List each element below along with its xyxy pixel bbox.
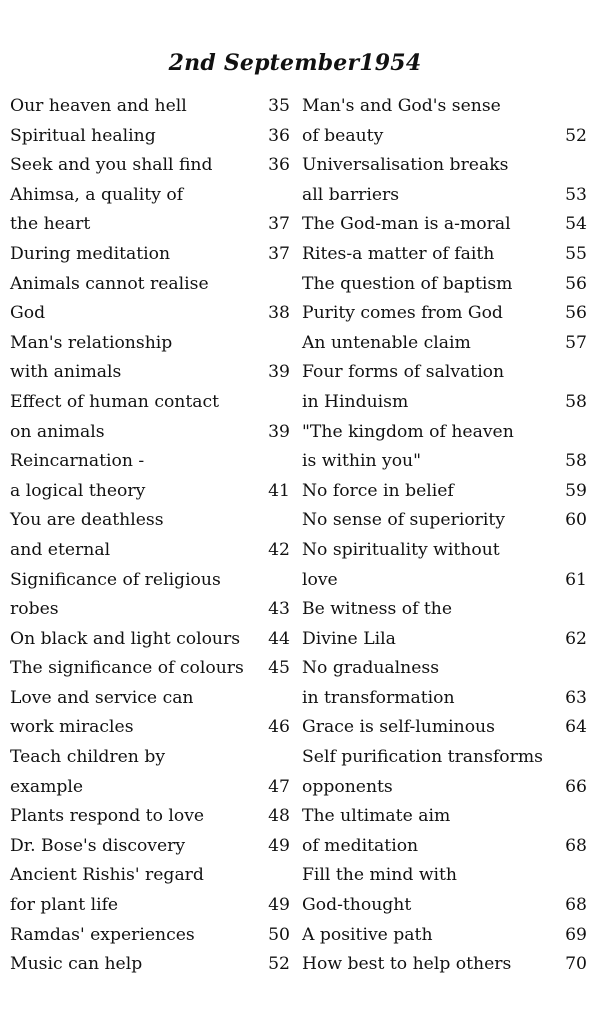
entry-title: No force in belief bbox=[302, 480, 454, 501]
entry-title: A positive path bbox=[302, 924, 433, 945]
entry-page-number: 69 bbox=[565, 924, 587, 945]
entry-title: Grace is self-luminous bbox=[302, 717, 495, 738]
entry-title: Significance of religious bbox=[10, 569, 221, 590]
contents-entry bbox=[302, 950, 587, 980]
entry-title: Be witness of the bbox=[302, 599, 453, 620]
entry-title: Divine Lila bbox=[302, 628, 396, 649]
contents-entry bbox=[302, 270, 587, 300]
entry-page-number: 38 bbox=[268, 303, 290, 324]
contents-entry bbox=[302, 388, 587, 418]
entry-page-number: 70 bbox=[565, 954, 587, 975]
contents-entry bbox=[302, 210, 587, 240]
entry-title: all barriers bbox=[302, 184, 400, 205]
entry-title: You are deathless bbox=[10, 510, 164, 531]
entry-title: Universalisation breaks bbox=[302, 155, 509, 176]
contents-entry bbox=[302, 713, 587, 743]
entry-title: Effect of human contact bbox=[10, 391, 220, 412]
entry-page-number: 54 bbox=[565, 214, 587, 235]
entry-title: in Hinduism bbox=[302, 391, 409, 412]
entry-title: Ancient Rishis' regard bbox=[10, 865, 204, 886]
entry-title: on animals bbox=[10, 421, 105, 442]
page-title: 2nd September1954 bbox=[168, 50, 422, 76]
entry-title: the heart bbox=[10, 214, 91, 235]
entry-page-number: 58 bbox=[565, 391, 587, 412]
entry-page-number: 61 bbox=[565, 569, 587, 590]
entry-page-number: 49 bbox=[268, 895, 290, 916]
entry-title: robes bbox=[10, 599, 59, 620]
entry-page-number: 63 bbox=[565, 687, 587, 708]
entry-page-number: 46 bbox=[268, 717, 290, 738]
entry-page-number: 39 bbox=[268, 362, 290, 383]
entry-title: is within you" bbox=[302, 451, 422, 472]
entry-title: Man's relationship bbox=[10, 332, 173, 353]
entry-page-number: 52 bbox=[268, 954, 290, 975]
contents-entry bbox=[10, 329, 290, 359]
entry-page-number: 36 bbox=[268, 125, 290, 146]
contents-entry bbox=[302, 536, 587, 566]
entry-page-number: 44 bbox=[268, 628, 290, 649]
entry-title: Our heaven and hell bbox=[10, 96, 187, 116]
entry-title: Music can help bbox=[10, 954, 143, 975]
entry-title: Fill the mind with bbox=[302, 865, 458, 886]
contents-entry bbox=[10, 950, 290, 980]
contents-entry bbox=[302, 625, 587, 655]
entry-title: work miracles bbox=[10, 717, 134, 738]
entry-title: of meditation bbox=[302, 835, 419, 856]
contents-entry bbox=[302, 181, 587, 211]
entry-title: The question of baptism bbox=[302, 273, 513, 294]
entry-title: Ramdas' experiences bbox=[10, 924, 195, 945]
contents-right-column bbox=[302, 92, 587, 980]
entry-title: God bbox=[10, 303, 46, 324]
contents-entry bbox=[10, 773, 290, 803]
entry-page-number: 52 bbox=[565, 125, 587, 146]
contents-entry bbox=[10, 832, 290, 862]
contents-entry bbox=[302, 151, 587, 181]
contents-entry bbox=[10, 418, 290, 448]
contents-entry bbox=[302, 921, 587, 951]
contents-entry bbox=[302, 595, 587, 625]
entry-page-number: 56 bbox=[565, 273, 587, 294]
entry-title: and eternal bbox=[10, 539, 111, 560]
contents-entry bbox=[10, 921, 290, 951]
contents-entry bbox=[302, 832, 587, 862]
contents-entry bbox=[10, 802, 290, 832]
contents-entry bbox=[302, 447, 587, 477]
entry-page-number: 57 bbox=[565, 332, 587, 353]
entry-title: The God-man is a-moral bbox=[302, 214, 511, 235]
contents-left-column bbox=[10, 92, 290, 980]
contents-entry bbox=[10, 299, 290, 329]
entry-title: On black and light colours bbox=[10, 628, 241, 649]
entry-page-number: 64 bbox=[565, 717, 587, 738]
contents-entry bbox=[10, 506, 290, 536]
entry-title: a logical theory bbox=[10, 480, 146, 501]
contents-entry bbox=[10, 684, 290, 714]
entry-title: of beauty bbox=[302, 125, 384, 146]
entry-title: No spirituality without bbox=[302, 539, 500, 560]
contents-entry bbox=[10, 743, 290, 773]
entry-page-number: 47 bbox=[268, 776, 290, 797]
contents-entry bbox=[10, 92, 290, 122]
entry-page-number: 53 bbox=[565, 184, 587, 205]
entry-title: "The kingdom of heaven bbox=[302, 421, 514, 442]
contents-entry bbox=[10, 447, 290, 477]
entry-title: Teach children by bbox=[10, 747, 166, 768]
entry-page-number: 59 bbox=[565, 480, 587, 501]
contents-entry bbox=[302, 743, 587, 773]
contents-entry bbox=[302, 654, 587, 684]
contents-entry bbox=[302, 92, 587, 122]
entry-title: No sense of superiority bbox=[302, 510, 505, 531]
contents-entry bbox=[10, 240, 290, 270]
contents-entry bbox=[10, 625, 290, 655]
entry-title: Spiritual healing bbox=[10, 125, 156, 146]
entry-title: with animals bbox=[10, 362, 122, 383]
entry-page-number: 35 bbox=[268, 96, 290, 116]
contents-entry bbox=[10, 477, 290, 507]
entry-title: Rites-a matter of faith bbox=[302, 243, 495, 264]
contents-entry bbox=[10, 713, 290, 743]
contents-entry bbox=[302, 418, 587, 448]
entry-title: Seek and you shall find bbox=[10, 155, 213, 176]
contents-entry bbox=[10, 566, 290, 596]
entry-page-number: 60 bbox=[565, 510, 587, 531]
entry-page-number: 49 bbox=[268, 835, 290, 856]
entry-page-number: 58 bbox=[565, 451, 587, 472]
entry-title: Animals cannot realise bbox=[10, 273, 209, 294]
entry-page-number: 43 bbox=[268, 599, 290, 620]
contents-entry bbox=[10, 861, 290, 891]
entry-page-number: 68 bbox=[565, 895, 587, 916]
entry-page-number: 68 bbox=[565, 835, 587, 856]
contents-entry bbox=[10, 122, 290, 152]
entry-page-number: 56 bbox=[565, 303, 587, 324]
entry-title: Purity comes from God bbox=[302, 303, 503, 324]
contents-entry bbox=[302, 891, 587, 921]
contents-entry bbox=[302, 773, 587, 803]
contents-entry bbox=[302, 358, 587, 388]
contents-entry bbox=[10, 151, 290, 181]
entry-title: Love and service can bbox=[10, 687, 194, 708]
entry-page-number: 41 bbox=[268, 480, 290, 501]
entry-title: opponents bbox=[302, 776, 393, 797]
entry-page-number: 39 bbox=[268, 421, 290, 442]
contents-entry bbox=[10, 654, 290, 684]
contents-entry bbox=[302, 802, 587, 832]
contents-entry bbox=[10, 181, 290, 211]
entry-title: Self purification transforms bbox=[302, 747, 543, 768]
entry-page-number: 48 bbox=[268, 806, 290, 827]
entry-page-number: 55 bbox=[565, 243, 587, 264]
entry-title: Ahimsa, a quality of bbox=[10, 184, 184, 205]
entry-page-number: 62 bbox=[565, 628, 587, 649]
contents-entry bbox=[302, 299, 587, 329]
contents-entry bbox=[302, 122, 587, 152]
entry-title: example bbox=[10, 776, 84, 797]
entry-page-number: 66 bbox=[565, 776, 587, 797]
entry-title: Man's and God's sense bbox=[302, 96, 501, 116]
entry-title: Dr. Bose's discovery bbox=[10, 835, 186, 856]
entry-title: The ultimate aim bbox=[302, 806, 451, 827]
contents-entry bbox=[302, 684, 587, 714]
contents-entry bbox=[10, 388, 290, 418]
entry-title: How best to help others bbox=[302, 954, 512, 975]
entry-title: in transformation bbox=[302, 687, 455, 708]
contents-entry bbox=[302, 861, 587, 891]
entry-title: Reincarnation - bbox=[10, 451, 145, 472]
contents-entry bbox=[10, 210, 290, 240]
contents-entry bbox=[10, 536, 290, 566]
entry-title: for plant life bbox=[10, 895, 119, 916]
entry-title: Plants respond to love bbox=[10, 806, 205, 827]
contents-entry bbox=[10, 891, 290, 921]
contents-entry bbox=[10, 595, 290, 625]
contents-entry bbox=[302, 240, 587, 270]
entry-page-number: 37 bbox=[268, 243, 290, 264]
entry-title: God-thought bbox=[302, 895, 412, 916]
entry-page-number: 37 bbox=[268, 214, 290, 235]
contents-entry bbox=[302, 566, 587, 596]
contents-entry bbox=[10, 270, 290, 300]
entry-page-number: 50 bbox=[268, 924, 290, 945]
contents-entry bbox=[302, 329, 587, 359]
entry-title: No gradualness bbox=[302, 658, 440, 679]
contents-entry bbox=[302, 477, 587, 507]
entry-title: During meditation bbox=[10, 243, 171, 264]
entry-page-number: 45 bbox=[268, 658, 290, 679]
entry-page-number: 36 bbox=[268, 155, 290, 176]
contents-entry bbox=[10, 358, 290, 388]
entry-title: love bbox=[302, 569, 338, 590]
contents-entry bbox=[302, 506, 587, 536]
entry-title: The significance of colours bbox=[10, 658, 244, 679]
entry-title: An untenable claim bbox=[302, 332, 471, 353]
entry-page-number: 42 bbox=[268, 539, 290, 560]
entry-title: Four forms of salvation bbox=[302, 362, 505, 383]
